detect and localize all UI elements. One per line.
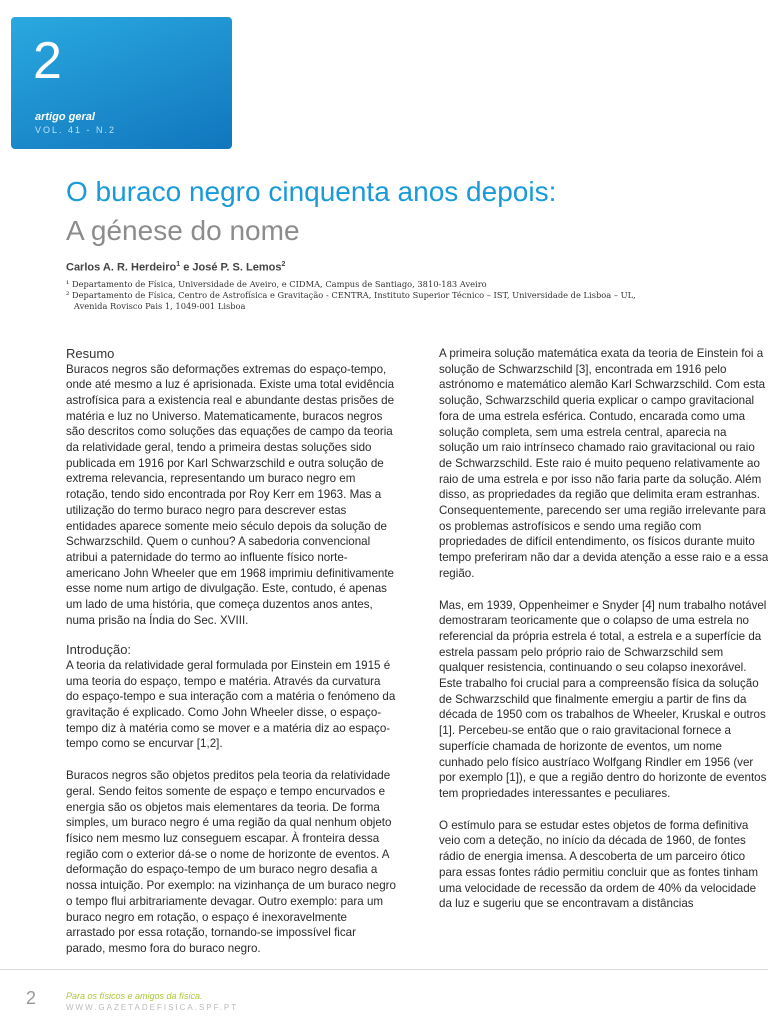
right-paragraph-2: Mas, em 1939, Oppenheimer e Snyder [4] num trabalho notável demostraram teoricamente que o colapso de uma estrela no referencial da própria estrela é total, a estrela e a superfície da estrela passam pelo próprio raio de Schwarzschild sem qualquer resistencia, continuando o seu colapso inexorável. Este trabalho foi crucial para a compreensão física da solução de Schwarzschild que finalmente emergiu a partir de fins da década de 1950 com os trabalhos de Wheeler, Kruskal e outros [1]. Percebeu-se então que o raio gravitacional fornece a superfície chamada de horizonte de eventos, um nome cunhado pelo físico austríaco Wolfgang Rindler em 1956 (ver por exemplo [1]), e que a região dentro do horizonte de eventos tem propriedades interessantes e peculiares. <box>439 598 767 800</box>
page-number: 2 <box>26 988 37 1008</box>
footer-url[interactable]: WWW.GAZETADEFISICA.SPF.PT <box>66 1003 239 1012</box>
intro-heading: Introdução: <box>66 642 132 658</box>
footer-divider <box>0 969 768 970</box>
right-paragraph-1: A primeira solução matemática exata da teoria de Einstein foi a solução de Schwarzschild [3], encontrada em 1916 pelo astrónomo e matemático alemão Karl Schwarzschild. Com esta solução, Schwarzschild queria explicar o campo gravitacional fora de uma estrela esférica. Contudo, encarada como uma solução completa, sem uma estrela central, aparecia na solução um raio intrínseco chamado raio gravitacional ou raio de Schwarzschild. Este raio é muito pequeno relativamente ao raio de uma estrela e por isso não faria parte da solução. Além disso, as propriedades da região que delimita eram estranhas. Consequentemente, parecendo ser uma região irrelevante para os problemas astrofísicos e sendo uma região com propriedades de difícil entendimento, os físicos durante muito tempo preferiram não dar a devida atenção a esse raio e a essa região. <box>439 347 768 580</box>
article-subtitle: A génese do nome <box>66 215 300 246</box>
affiliations <box>66 279 726 312</box>
section-badge <box>11 17 232 149</box>
author-2: José P. S. Lemos <box>192 261 282 274</box>
article-title: O buraco negro cinquenta anos depois: <box>66 176 557 207</box>
affiliation-2-cont: Avenida Rovisco Pais 1, 1049-001 Lisboa <box>66 301 246 311</box>
author-2-sup: 2 <box>281 261 286 268</box>
author-1-sup: 1 <box>176 261 181 268</box>
affiliation-2: ² Departamento de Física, Centro de Astrofísica e Gravitação - CENTRA, Instituto Superior Técnico – IST, Universidade de Lisboa – UL, <box>66 290 636 300</box>
authors-conj: e <box>180 261 193 274</box>
right-column <box>439 346 768 928</box>
left-column <box>66 346 396 973</box>
abstract-text: Buracos negros são deformações extremas do espaço-tempo, onde até mesmo a luz é aprisionada. Existe uma total evidência astrofísica para a existencia real e abundante destas prisões de matéria e luz no Universo. Matematicamente, buracos negros são descritos como soluções das equações de campo da teoria da relatividade geral, tendo a primeira destas soluções sido publicada em 1916 por Karl Schwarzschild e outra solução de extrema relevancia, representando um buraco negro em rotação, tendo sido encontrada por Roy Kerr em 1963. Mas a utilização do termo buraco negro para descrever estas entidades aparece somente meio século depois da solução de Schwarzschild. Quem o cunhou? A sabedoria convencional atribui a paternidade do termo ao influente físico norte-americano John Wheeler que em 1968 imprimiu definitivamente esse nome num artigo de divulgação. Este, contudo, é apenas um lado de uma história, que começa duzentos anos antes, numa prisão na Índia do Sec. XVIII. <box>66 362 395 627</box>
right-paragraph-3: O estímulo para se estudar estes objetos de forma definitiva veio com a deteção, no início da década de 1960, de fontes rádio de energia imensa. A descoberta de um parceiro ótico para essas fontes rádio permitiu concluir que as fontes tinham uma velocidade de recessão da ordem de 40% da velocidade da luz e sugeriu que se encontravam a distâncias <box>439 818 758 911</box>
intro-paragraph-1: A teoria da relatividade geral formulada por Einstein em 1915 é uma teoria do espaço, tempo e matéria. Através da curvatura do espaço-tempo e sua interação com a matéria o fenómeno da gravitação é explicado. Como John Wheeler disse, o espaço-tempo diz à matéria como se mover e a matéria diz ao espaço-tempo como se encurvar [1,2]. <box>66 658 396 751</box>
affiliation-1: ¹ Departamento de Física, Universidade de Aveiro, e CIDMA, Campus de Santiago, 3810-183 Aveiro <box>66 279 487 289</box>
authors <box>66 261 285 274</box>
footer-tagline: Para os físicos e amigos da física. <box>66 991 203 1001</box>
badge-volume: VOL. 41 - N.2 <box>35 125 117 135</box>
abstract-heading: Resumo <box>66 346 115 361</box>
badge-section: artigo geral <box>35 111 95 123</box>
badge-number: 2 <box>33 32 62 90</box>
author-1: Carlos A. R. Herdeiro <box>66 261 177 274</box>
intro-paragraph-2: Buracos negros são objetos preditos pela teoria da relatividade geral. Sendo feitos somente de espaço e tempo encurvados e energia são os objetos mais elementares da teoria. De forma simples, um buraco negro é uma região da qual nenhum objeto físico nem mesmo luz conseguem escapar. À fronteira dessa região com o exterior dá-se o nome de horizonte de eventos. A deformação do espaço-tempo de um buraco negro desafia a nossa intuição. Por exemplo: na vizinhança de um buraco negro o tempo flui arbitrariamente devagar. Outro exemplo: para um buraco negro em rotação, o espaço é inexoravelmente arrastado por essa rotação, tornando-se impossível ficar parado, mesmo fora do buraco negro. <box>66 769 396 955</box>
